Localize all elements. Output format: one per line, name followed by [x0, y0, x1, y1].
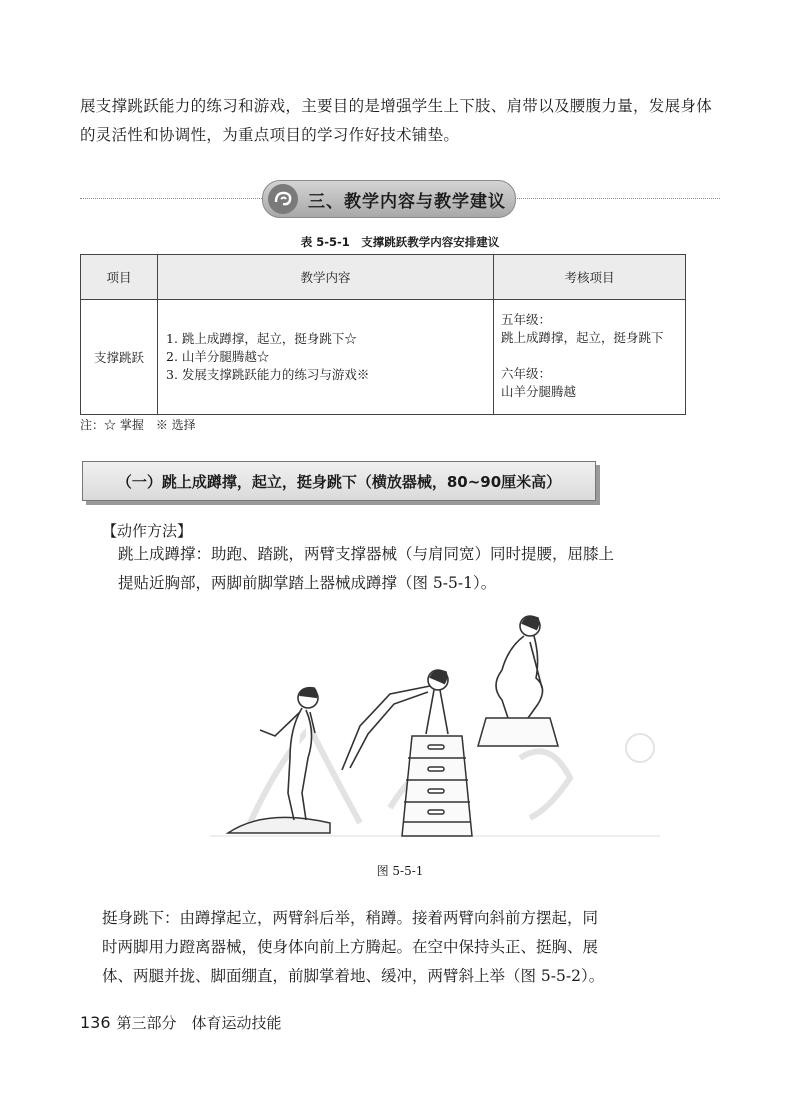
grade6-label: 六年级：: [501, 366, 552, 381]
method-paragraph-1: [118, 540, 684, 598]
cell-assessment: [494, 300, 686, 415]
page-number: 136: [80, 1013, 111, 1032]
cell-item: 支撑跳跃: [81, 300, 158, 415]
para2-line1: 挺身跳下：由蹲撑起立，两臂斜后举，稍蹲。接着两臂向斜前方摆起，同: [102, 909, 599, 927]
para1-line1: 跳上成蹲撑：助跑、踏跳，两臂支撑器械（与肩同宽）同时提腰，屈膝上: [118, 545, 615, 563]
section-swirl-icon: [268, 184, 298, 214]
table-caption: 表 5-5-1 支撑跳跃教学内容安排建议: [300, 235, 500, 249]
cell-content: [158, 300, 494, 415]
gymnast-squat: [496, 616, 543, 718]
subsection-header: （一）跳上成蹲撑，起立，挺身跳下（横放器械，80~90厘米高）: [82, 461, 596, 501]
para2-line2: 时两脚用力蹬离器械，使身体向前上方腾起。在空中保持头正、挺胸、展: [102, 938, 599, 956]
para2-line3: 体、两腿并拢、脚面绷直，前脚掌着地、缓冲，两臂斜上举（图 5-5-2）。: [102, 967, 605, 985]
figure-illustration: [190, 608, 660, 848]
figure-drawing: [190, 608, 660, 848]
method-label: 【动作方法】: [102, 522, 193, 540]
content-line-2: 2. 山羊分腿腾越☆: [166, 349, 270, 364]
content-line-3: 3. 发展支撑跳跃能力的练习与游戏※: [166, 367, 370, 382]
intro-paragraph: 展支撑跳跃能力的练习和游戏，主要目的是增强学生上下肢、肩带以及腰腹力量，发展身体的灵活性和协调性，为重点项目的学习作好技术铺垫。: [80, 97, 713, 144]
header-content: 教学内容: [158, 255, 494, 300]
header-assessment: 考核项目: [494, 255, 686, 300]
page-footer: [80, 1012, 282, 1033]
grade6-item: 山羊分腿腾越: [501, 384, 577, 399]
grade5-item: 跳上成蹲撑，起立，挺身跳下: [501, 330, 664, 345]
content-line-1: 1. 跳上成蹲撑，起立，挺身跳下☆: [166, 331, 357, 346]
figure-caption: 图 5-5-1: [376, 864, 424, 878]
method-paragraph-2: [102, 904, 692, 991]
vaulting-box: [402, 736, 472, 836]
para1-line2: 提贴近胸部，两脚前脚掌踏上器械成蹲撑（图 5-5-1）。: [118, 574, 497, 592]
table-note: 注：☆ 掌握 ※ 选择: [80, 418, 196, 432]
section-title: 三、教学内容与教学建议: [308, 191, 506, 212]
section-header: [262, 180, 516, 218]
content-table: [80, 254, 686, 415]
footer-text: 第三部分 体育运动技能: [116, 1014, 282, 1032]
table-row: [81, 300, 686, 415]
table-header-row: [81, 255, 686, 300]
grade5-label: 五年级：: [501, 312, 552, 327]
small-vault-box: [478, 718, 558, 746]
header-item: 项目: [81, 255, 158, 300]
